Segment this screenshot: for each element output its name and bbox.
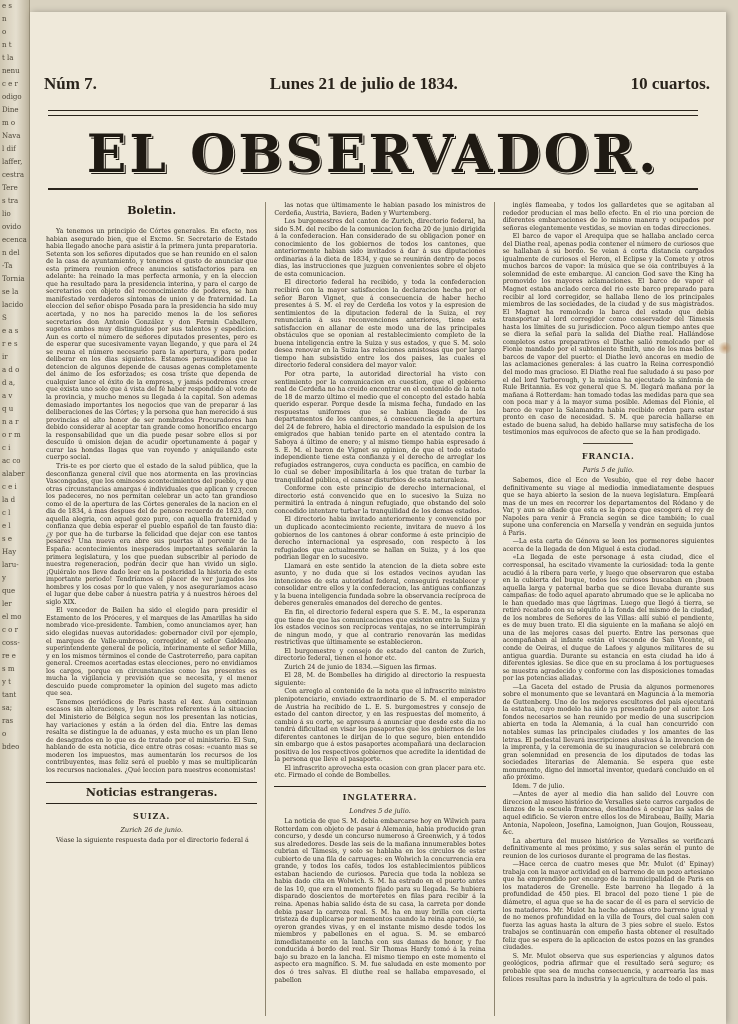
spine-text-fragment: que xyxy=(2,587,16,595)
article-paragraph: inglés flameaba, y todos los gallardetes que se agitaban al rededor producian el mas bello efecto. En el rio una porcion de diferentes embarcaciones de lo mismo manera y ocupados por señoras elegantemente vestidas, se movian en todas direcciones. xyxy=(502,202,714,232)
inglaterra-heading: INGLATERRA. xyxy=(274,786,485,803)
article-paragraph: —La Gaceta del estado de Prusia da algunos pormenores sobre el monumento que se levantará en Maguncia á la memoria de Guttenberg. Uno de los mejores escultores del pais ejecutará la estatua, cuyo modelo ha sido ya presentado por el autor. Los fondos necesarios se han reunido por medio de una suscripcion abierta en toda la Alemania, á la cual han concurrido con notables sumas las principales ciudades y los amantes de las letras. El pedestal llevará inscripciones alusivas á la invencion de la imprenta, y la ceremonia de su inauguracion se celebrará con gran solemnidad en presencia de los diputados de todas las sociedades literarias de Alemania. Se espera que este monumento, digno del inmortal inventor, quedará concluido en el año próximo. xyxy=(502,683,714,782)
spine-text-fragment: nenu xyxy=(2,67,20,75)
spine-text-fragment: n t xyxy=(2,41,12,49)
boletin-body xyxy=(46,228,257,774)
spine-text-fragment: lio xyxy=(2,210,11,218)
article-paragraph: Tris-te es por cierto que el estado de la salud pública, que la desconfianza general civil que nos atormenta en las provincias Vascongadas, que los ominosos acontecimientos del pueblo, y que otras circunstancias amargas é individuales que aplican y crecen los padeceres, no nos permitan celebrar un acto tan grandioso como el de la apertura de las Córtes generales de la nacion en el dia de 1834, á mas despues del de penoso recuerdo de 1823, con aquella alegria, con aquel gozo puro, con aquella fraternidad y confianza que debia esperar el pueblo español de tan fausto dia: ¿y por que ha de turbarse la felicidad que dejar con ese tantos pesares? Una nueva era abre sus puertas al porvenir de la España: acontecimientos inesperados importantes señalarán la primera legislatura, y los que puedan subscribir al periodo de nuestra regeneracion, podrán decir que han vivido un siglo. ¡Quiéralo nos lleve dado leer en la posteridad la historia de este importante periodo! Tendríamos el placer de ver juzgados los hombres y los cosas por lo que valen, y nos aseguraríamos acaso el lugar que debe caber á nuestra patria y á nuestros héroes del siglo XIX. xyxy=(46,462,258,606)
article-paragraph: Zurich 24 de junio de 1834.—Siguen las firmas. xyxy=(284,663,437,671)
spine-text-fragment: ir xyxy=(2,353,8,361)
article-paragraph: —La esta carta de Génova se leen los pormenores siguientes acerca de la llegada de don Miguel á esta ciudad. xyxy=(502,538,714,553)
spine-text-fragment: e s xyxy=(2,2,12,10)
spine-text-fragment: tant xyxy=(2,691,17,699)
article-paragraph: La abertura del museo histórico de Versalles se verificará definitivamente al mes próximo, y sus salas serán el punto de reunion de los curiosos durante el programa de las fiestas. xyxy=(502,837,714,860)
masthead-rule-bottom xyxy=(48,188,698,190)
article-paragraph: Sabemos, dice el Eco de Vesubio, que el rey debe hacer definitivamente su viage al mediodia inmediatamente despues que se haya abierto la sesion de la nueva legislatura. Empleará mas de un mes en recorrer los departamentos del Ródano y de Var, y aun se añade que esta es la época que escogerá el rey de Napoles para venir á Francia según se dice también; lo cual supone una conferencia en Marsella y vendrán en seguida juntos á Paris. xyxy=(502,476,714,537)
article-paragraph: Idem. 7 de julio. xyxy=(512,782,565,790)
column-divider xyxy=(494,202,495,1016)
newspaper-page xyxy=(30,12,726,1024)
article-paragraph: El directorio federal ha recibido, y toda la confederacion recibirá con la mayor satisfaccion la declaracion hecha por el señor Baron Vignet, que á consecuencia de haber hecho presentes á S. M. el rey de Cerdeña los votos y la espresion de sentimientos de la diputacion federal de la Suiza, el rey renunciaria á sus reconvenciones anteriores, tiene esta satisfaccion en allanar de este modo una de las principales obstáculos que se oponian al restablecimiento completo de la buena inteligencia entre la Suiza y sus estados, y que S. M. solo desea renovar en la Suiza las relaciones amistosas que por largo tiempo han subsistido entre los dos paises, las cuales el directorio federal considera del mayor valor. xyxy=(274,279,486,370)
spine-text-fragment: re e xyxy=(2,652,16,660)
article-paragraph: Conforme con este principio de derecho internacional, el directorio está convencido que en lo sucesivo la Suiza no permitirá la entrada á ningun refugiado, que obstando del solo concedido intentare turbar la tranquilidad de los demas estados. xyxy=(274,485,486,515)
spine-text-fragment: c e i xyxy=(2,483,17,491)
spine-text-fragment: -Ta xyxy=(2,262,13,270)
spine-text-fragment: c o r xyxy=(2,626,18,634)
spine-text-fragment: o xyxy=(2,730,7,738)
masthead-rule-top xyxy=(48,110,698,111)
spine-text-fragment: Dine xyxy=(2,106,19,114)
spine-text-fragment: e l xyxy=(2,522,11,530)
spine-text-fragment: m o xyxy=(2,119,16,127)
spine-text-fragment: n del xyxy=(2,249,20,257)
spine-text-fragment: a d o xyxy=(2,366,20,374)
spine-text-fragment: c i xyxy=(2,444,11,452)
spine-text-fragment: y xyxy=(2,574,6,582)
article-paragraph: El 28, M. de Bombelles ha dirigido al directorio la respuesta siguiente: xyxy=(274,672,486,687)
spine-text-fragment: se la xyxy=(2,288,19,296)
suiza-body xyxy=(274,202,485,780)
suiza-intro: Véase la siguiente respuesta dada por el directorio federal á xyxy=(56,837,249,845)
spine-text-fragment: sa; xyxy=(2,704,13,712)
spine-text-fragment: n a r xyxy=(2,418,19,426)
article-paragraph: El barco de vapor el Arequipa que se hallaba anclado cerca del Diathe real, apenas podia contener el número de curiosos que se hallaban á su bordo. Se veian á corta distancia cargados igualmente de curiosos el Heron, el Eclipse y la Comete y otros muchos barcos de vapor: la música que se oia contribuyes á la solemnidad de este embarque. Al cancion God save the King ha promovido los mayores aclamaciones. El barco de vapor el Magnet estaba anclado cerca del rio este barco preparado para recibir al lord corregidor, se hallaba lleno de los principales miembros de las sociedades, de la ciudad y de sus magistrados. El Magnet ha remolcado la barca del estado que debia transportar al lord corregidor como conservador del Támesis hasta los límites de su jurisdiccion. Poco algun tiempo antes que se diera la señal para la salida del Diathe real. Hallándose completos estos preparativos el Diathe salió remolcado por el Fionie mandado por el subteniente Smith, uno de los mas bellos barcos de vapor del puerto: el Diathe levó ancoras en medio de las aclamaciones generales: á las cuatro la Reina correspondió del modo mas gracioso. El Diathe real fue saludado á su paso por el del lord Yarborough, y la música ha ejecutado la sinfonia de Rule Britannia. Es voz general que S. M. llegará mañana por la mañana á Rotterdam: han tomado todas las medidas para que sea con poca mar y á la mayor suma posible. Ademas del Fionie, el barco de vapor la Salamandra habia recibido orden para estar pronto en caso de necesidad. S. M. que parecia hallarse en estado de buena salud, ha debido hallarse muy satisfecha de los testimonios mas equívocos de afecto que se la han prodigado. xyxy=(502,233,714,437)
spine-text-fragment: laffer, xyxy=(2,158,23,166)
suiza-dateline: Zurich 26 de junio. xyxy=(120,826,183,835)
article-paragraph: —Hace cerca de cuatro meses que Mr. Mulot (d' Epinay) trabaja con la mayor actividad en el barreno de un pozo artesiano que ha emprendido por encargo de la municipalidad de Paris en los mataderos de Grenelle. Este barreno ha llegado á la profundidad de 450 pies. El bracol del pozo tiene 1 pie de diámetro, el agua que se ha de sacar de él es para el servicio de los mataderos. Mr. Mulot ha hecho ademas otro barreno igual y de no menos profundidad en la villa de Tours, del cual salen con fuerza las aguas hasta la altura de 3 pies sobre el suelo. Estos trabajos se continuarán con empeño hasta obtener el resultado feliz que se espera de la aplicacion de estos pozos en las grandes ciudades. xyxy=(502,861,714,952)
spine-text-fragment: coss- xyxy=(2,639,20,647)
spine-text-fragment: lacido xyxy=(2,301,24,309)
article-paragraph: El vencedor de Bailen ha sido el elegido para presidir el Estamento de los Próceres, y el marques de las Amarillas ha sido nombrado vice-presidente. Tambien, como anunciamos ayer, han sido elegidas nuevas autoridades: gobernador civil por ejemplo, el marques de Valle-umbroso, corregidor, el señor Galdeano, superintendente general de policía, interinamente el señor Milla, y en los mismos términos el conde de Castroterreño, para capitan general. Creemos acertadas estas elecciones, pero no envidiamos los cargos, porque en circunstancias como las presentes es mucha la vigilancia y previsión que se necesita, y el menor descuido puede comprometer la opinion del sugeto mas adicto que sea. xyxy=(46,607,258,698)
newspaper-title: EL OBSERVADOR. xyxy=(86,123,660,185)
spine-text-fragment: o xyxy=(2,28,7,36)
suiza-heading: SUIZA. xyxy=(133,811,171,822)
article-paragraph: —Antes de ayer al medio dia han salido del Louvre con direccion al museo histórico de Versalles siete carros cargados de lienzos de la escuela francesa, destinados á ocupar las salas de aquel edificio. Se vieron entre ellos los de Mirabeau, Bailly, Maria Antonia, Napoleon, Josefina, Lamoignon, Juan Goujon, Rousseau, &c. xyxy=(502,791,714,837)
article-paragraph: Los burgomestres del canton de Zurich, directorio federal, ha sido S.M. del recibo de la comunicacion fecha 20 de junio dirigida á la confederacion. Han considerado de su obligacion poner en conocimiento de los gobiernos de todos los cantones, que anteriormente habian sido invitados á dar á sus diputaciones ordinarias á la dieta de 1834, y que se reunirán dentro de pocos dias, las instrucciones que juzguen convenientes sobre el objeto de esta comunicacion. xyxy=(274,218,486,278)
spine-text-fragment: s tra xyxy=(2,197,19,205)
francia-dateline: Paris 5 de julio. xyxy=(582,465,634,474)
spine-text-fragment: la d xyxy=(2,496,16,504)
spine-text-fragment: r e s xyxy=(2,340,18,348)
spine-text-fragment: o r m xyxy=(2,431,21,439)
boletin-heading: Boletin. xyxy=(127,204,177,217)
spine-text-fragment: t la xyxy=(2,54,14,62)
spine-text-fragment: e a s xyxy=(2,327,19,335)
issue-number: Núm 7. xyxy=(44,74,97,93)
issue-date: Lunes 21 de julio de 1834. xyxy=(269,74,458,93)
article-paragraph: En fin, el directorio federal espera que S. E. M., la esperanza que tiene de que las comunicaciones que existen entre la Suiza y los estados vecinos son recíprocas ventajas, no se interrumpirán de ningun modo, y que al contrario renovarán las medidas restrictivas que últimamente se establecieron. xyxy=(274,608,486,647)
spine-text-fragment: s m xyxy=(2,665,15,673)
article-paragraph: Llamará en este sentido la atencion de la dieta sobre este asunto, y no duda que si los estados vecinos ayudan las intenciones de esta autoridad federal, conseguirá restablecer y consolidar entre ellos y la confederacion, las antiguas confianzas y la buena inteligencia fundada sobre la observancia recíproca de deberes generales emanados del derecho de gentes. xyxy=(274,562,486,608)
spine-text-fragment: Tornia xyxy=(2,275,25,283)
spine-text-fragment: ras xyxy=(2,717,14,725)
inglaterra-dateline: Londres 5 de julio. xyxy=(349,807,411,816)
adjacent-page-edge xyxy=(0,0,30,1024)
inglaterra-continued xyxy=(503,202,714,437)
article-paragraph: El burgomestre y consejo de estado del canton de Zurich, directorio federal, tienen el honor etc. xyxy=(274,647,486,663)
spine-text-fragment: el mo xyxy=(2,613,22,621)
column-2 xyxy=(274,202,485,1016)
column-1 xyxy=(46,202,257,1016)
nameplate xyxy=(48,123,698,185)
spine-text-fragment: S xyxy=(2,314,7,322)
spine-text-fragment: odigo xyxy=(2,93,22,101)
foreign-news-heading: Noticias estrangeras. xyxy=(46,782,257,804)
francia-heading: FRANCIA. xyxy=(581,450,635,461)
article-paragraph: S. Mr. Mulot observa que sus esperiencias y algunos datos geológicos, podria afirmar que el resultado será seguro; es probable que sea de mucha consecuencia, y acarrearia las mas felices resultas para la industria y la agricultura de todo el pais. xyxy=(502,952,714,983)
issue-price: 10 cuartos. xyxy=(630,74,710,93)
paper-stain xyxy=(718,342,732,354)
masthead-info xyxy=(44,74,710,94)
masthead-rule-thin xyxy=(48,115,698,116)
spine-text-fragment: a v xyxy=(2,392,13,400)
spine-text-fragment: bdeo xyxy=(2,743,20,751)
spine-text-fragment: cestra xyxy=(2,171,24,179)
article-paragraph: Ya tenemos un principio de Córtes generales. En efecto, nos habian asegurado bien, que el Excmo. Sr. Secretario de Estado habia llegado anoche para asistir á la primera junta preparatoria. Setenta son los señores diputados que se han reunido en el salon de la casa de ayuntamiento, y tenemos el gusto de anunciar que esta primera reunion ofrece anuncios satisfactorios para en adelante: ha reinado la mas perfecta armonía, y en la eleccion que ha resultado para la presidencia interina, y para el cargo de secretarios con objeto del reconocimiento de poderes, se han manifestado verdaderos síntomas de union y de fraternidad. La eleccion del señor obispo Posada para la presidencia ha sido muy acertada, y no nos ha parecido menos la de los señores secretarios don Antonio González y don Fermin Caballero, sugetos ambos muy distinguidos por sus talentos y espedicion. Aun es corto el número de señores diputados presentes, pero es de esperar que sucesivamente vayan llegando, y que para el 24 se reuna el número necesario para la apertura, y para poder deliberar en los dias siguientes. Estamos persuadidos que la detencion de algunos depende de causas agenas completamente del ánimo de los esforzados; es cosa triste que dependa de cualquier lance el éxito de la empresa, y jamás podremos creer que exista uno solo que á vista del fé haber respondido al voto de la provincia, y mucho menos su llegada á la capital. Son ademas demasiado importantes los negocios que van de preparar á las deliberaciones de las Córtes; y la persona que han merecido á sus provincias el alto honor de ser nombrados Procuradores han debido considerar al aceptar tan grande como honorífico encargo la responsabilidad que un dia puede pesar sobre ellos si por descuido ú omision dejan de acudir oportunamente á pagar y curar las hondas llagas que van royendo y aniquilando este cuerpo social. xyxy=(46,228,258,462)
article-paragraph: Tenemos periódicos de Paris hasta el 4ex. Aun continuan escasos sin alteraciones, y los escritos referentes á la situacion del Ministerio de Bélgica segun nos los presentan las noticias, hay variaciones y están a la órden del dia. Entre las demas resalta se distingue la de aduanas, y esta mucho es un plan lleno de desagrados en lo que es de tratado por el ministerio. El Sun, hablando de esta noticia, dice entre otras cosas: «cuanto mas se moderen los impuestos, mas aumentarán los recursos de los contribuyentes, mas feliz será el pueblo y mas se multiplicarán los recursos nacionales. ¿Qué leccion para nuestros economistas! xyxy=(46,698,258,774)
spine-text-fragment: d a, xyxy=(2,379,16,387)
spine-text-fragment: l dif xyxy=(2,145,16,153)
spine-text-fragment: ac co xyxy=(2,457,21,465)
article-paragraph: El directorio habia invitado anteriormente y convencido por un duplicado acontecimiento reciente, invitara de nuevo á los gobiernos de los cantones á obrar conforme á este principio de derecho internacional ya espresado, con respecto á los refugiados que actualmente se hallan en Suiza, y á los que podrian llegar en lo sucesivo. xyxy=(274,516,486,562)
inglaterra-text: La noticia de que S. M. debia embarcarse hoy en Wilwich para Rotterdam con objeto de pasar á Alemania, habia producido gran concurso, y desde un concurso numeroso á Greenwich, y á todos sus alrededores. Desde las seis de la mañana innumerables botes cubrian el Támesis, y solo se hablaba en los circulos de estar cubierto de una fila de carruages: en Wolwich la concurrencia era grande, y todos los cafés, todos los establecimientos públicos estaban haciendo de curiosos. Parecia que toda la nobleza se habia dado cita en Wolwich. S. M. ha estrado en el puerto antes de las 10, que era el momento fijado para su llegada. Se hubiera disparado doscientos de morteretes en filas para recibir á la reina. Apenas habia salido ésta de su casa, la carreta por donde debia pasar la carroza real. S. M. ha en muy brilla con cierta tristeza de duplicarse por mementos cuando la reina apareció, se oyeron grandes vivas, y en el instante mismo desde todos los miembros y pabellones en el agua. S. M. se embarcó inmediatamente en la lancha con sus damas de honor, y fue conducida á bordo del real. Sir Thomas Hardy tomó á la reina bajo su brazo en la lancha. El mismo tiempo en este momento el aspecto era magnífico. S. M. fue saludada en este momento por dos ó tres salvas. El diuthe real se hallaba empavesado, el pabellon xyxy=(274,818,486,984)
spine-text-fragment: alaber xyxy=(2,470,25,478)
spine-text-fragment: c e r xyxy=(2,80,18,88)
spine-text-fragment: ecenca xyxy=(2,236,27,244)
spine-text-fragment: ovido xyxy=(2,223,22,231)
spine-text-fragment: Nava xyxy=(2,132,21,140)
column-divider xyxy=(265,202,266,1016)
article-paragraph: El infrascrito aprovecha esta ocasion con gran placer para etc. etc. Firmado el conde de Bombelles. xyxy=(274,764,486,780)
article-paragraph: las notas que últimamente le habian pasado los ministros de Cerdeña, Austria, Baviera, Baden y Wurtemberg. xyxy=(274,202,486,217)
francia-body xyxy=(503,477,714,983)
article-paragraph: Por otra parte, la autoridad directorial ha visto con sentimiento por la comunicacion en cuestion, que el gobierno real de Cerdeña no ha creido encontrar en el contenido de la nota de 18 de marzo último el medio que el concepto del estado había querido esperar. Porque desde la misma fecha, fundado en las respuestas uniformes que se habian llegado de los departamentos de los cantones, á consecuencia de la apertura del 24 de febrero, habia el directorio mandado la espulsion de los emigrados que habian tenido parte en el atentado contra la Saboya á último de enero; y al mismo tiempo habia espresado á S. E. M. el baron de Vignet su opinion, de que el todo estado independiente tiene esta confianza y el derecho de arreglar los refugiados estrangeros, cuya conducta es pacífica, en cambio de lo cual se deber imposibilitarla á los que tratan de turbar la tranquilidad pública, el cansar disturbios de esta naturaleza. xyxy=(274,371,486,484)
spine-text-fragment: Hay xyxy=(2,548,17,556)
column-3 xyxy=(503,202,714,1016)
spine-text-fragment: laru- xyxy=(2,561,19,569)
spine-text-fragment: q u xyxy=(2,405,14,413)
spine-text-fragment: y t xyxy=(2,678,11,686)
article-columns xyxy=(46,202,714,1016)
section-divider xyxy=(583,443,633,444)
spine-text-fragment: Tere xyxy=(2,184,18,192)
spine-text-fragment: n xyxy=(2,15,7,23)
article-paragraph: Con arreglo al contenido de la nota que el infrascrito ministro plenipotenciario, enviado extraordinario de S. M. el emperador de Austria ha recibido de L. E. S. burgomestres y consejo de estado del canton director, y en las respuestas del momento, á cambio á su corte, se apresura á anunciar que desde este dia no tendrá dificultad en visar los pasaportes que los gobiernos de los diferentes cantones le dirijan de lo que seguro, bien entendido sin embargo que á estos pasaportes acompañará una declaracion positiva de los respectivos gobiernos que acredite la identidad de la persona que lleve el pasaporte. xyxy=(274,688,486,764)
article-paragraph: «La llegada de este personage á esta ciudad, dice el corresponsal, ha escitado vivamente la curiosidad: toda la gente acudió á la ribera para verle, y luego que observaron que estaba en la cubierta del buque, todos los curiosos buscaban en ¡buen aquella larga y paternal barba que se dice llevaba durante sus campañas: de todo aquel aparato abrumado que se le aplicaba no le han quedado mas que lágrimas. Luego que llegó á tierra, se retiró recatado con su séquito á la fonda del mismo de la ciudad, de los nombres de Señores de las Villas: allí subió el pendiente, es de muy buen trato. El dia siguiente en la mañana se alojó en una de las mejores casas del puerto. Entre las personas que acompañaban al infante están el visconde de San Vicente, el conde de Oeiras, el duque de Lafoes y algunos militares de su antigua guardia. Durante su estancia en esta ciudad ha ido á diferentes iglesias. Se dice que en su proclama á los portugueses se muestra agradecido y conforme con las disposiciones tomadas por las potencias aliadas. xyxy=(502,554,714,683)
spine-text-fragment: ler xyxy=(2,600,12,608)
spine-text-fragment: c l xyxy=(2,509,11,517)
spine-text-fragment: s e xyxy=(2,535,12,543)
